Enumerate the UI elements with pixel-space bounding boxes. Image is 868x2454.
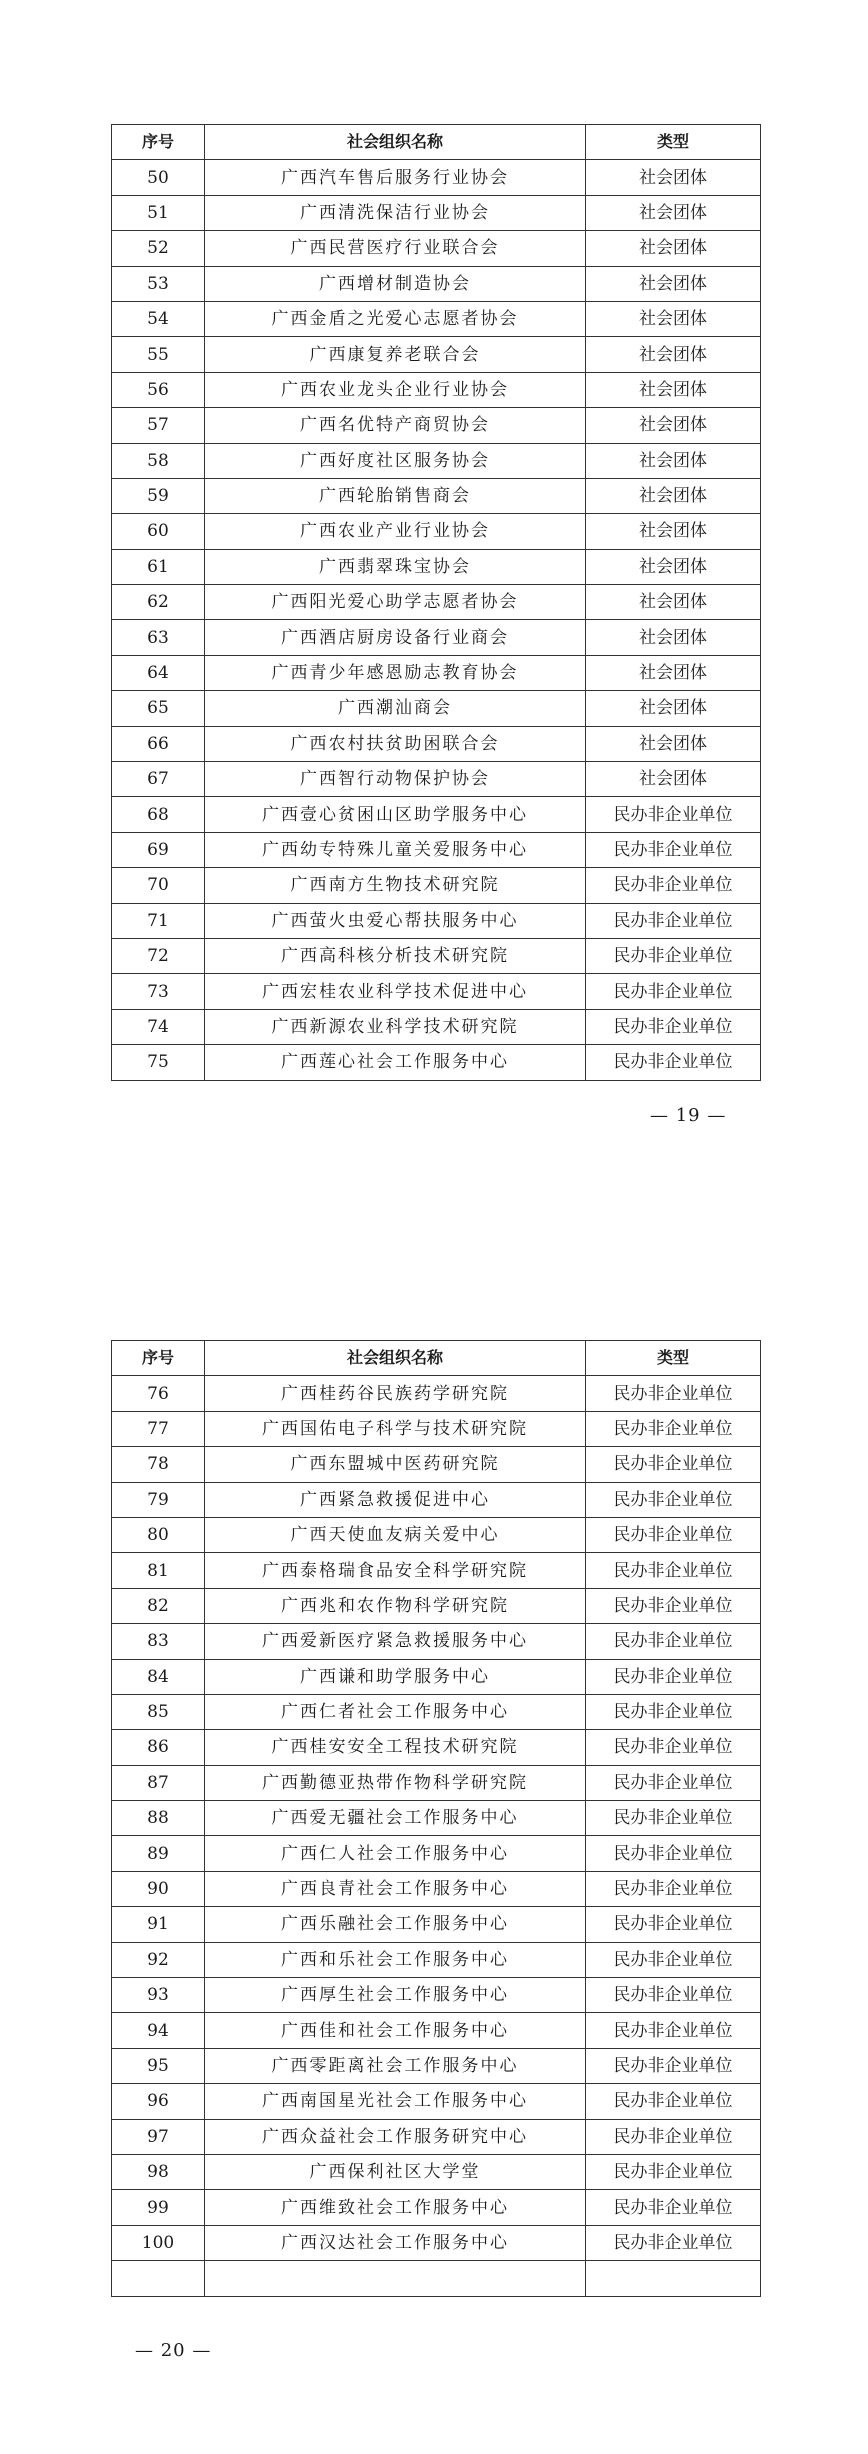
table-header-row (112, 125, 761, 160)
cell-serial-no: 76 (112, 1376, 205, 1411)
cell-org-name: 广西智行动物保护协会 (205, 762, 586, 797)
cell-serial-no: 52 (112, 231, 205, 266)
cell-org-type: 社会团体 (586, 408, 761, 443)
cell-org-type: 民办非企业单位 (586, 1517, 761, 1552)
cell-org-name: 广西青少年感恩励志教育协会 (205, 655, 586, 690)
cell-org-type: 民办非企业单位 (586, 1553, 761, 1588)
cell-org-type: 民办非企业单位 (586, 1765, 761, 1800)
cell-serial-no: 60 (112, 514, 205, 549)
cell-org-name: 广西爱无疆社会工作服务中心 (205, 1801, 586, 1836)
cell-serial-no: 79 (112, 1482, 205, 1517)
cell-org-type: 民办非企业单位 (586, 2190, 761, 2225)
cell-org-type: 民办非企业单位 (586, 2048, 761, 2083)
cell-org-name: 广西众益社会工作服务研究中心 (205, 2119, 586, 2154)
table-row (112, 514, 761, 549)
cell-serial-no: 83 (112, 1624, 205, 1659)
cell-org-type: 社会团体 (586, 549, 761, 584)
cell-org-type: 社会团体 (586, 585, 761, 620)
cell-org-type: 民办非企业单位 (586, 2119, 761, 2154)
cell-org-type: 民办非企业单位 (586, 1588, 761, 1623)
table-row (112, 195, 761, 230)
table-row (112, 797, 761, 832)
cell-org-type: 民办非企业单位 (586, 938, 761, 973)
org-table-page-19 (111, 124, 761, 1081)
table-row (112, 2084, 761, 2119)
cell-org-type: 民办非企业单位 (586, 1659, 761, 1694)
cell-serial-no: 81 (112, 1553, 205, 1588)
table-row (112, 1801, 761, 1836)
cell-org-type: 民办非企业单位 (586, 1009, 761, 1044)
cell-serial-no: 69 (112, 832, 205, 867)
cell-serial-no: 88 (112, 1801, 205, 1836)
cell-org-name: 广西农业产业行业协会 (205, 514, 586, 549)
cell-org-type: 社会团体 (586, 337, 761, 372)
cell-org-name: 广西幼专特殊儿童关爱服务中心 (205, 832, 586, 867)
header-serial-no: 序号 (112, 1341, 205, 1376)
cell-serial-no: 100 (112, 2225, 205, 2260)
cell-serial-no: 64 (112, 655, 205, 690)
table-row (112, 691, 761, 726)
table-row (112, 301, 761, 336)
cell-org-type: 民办非企业单位 (586, 1907, 761, 1942)
cell-serial-no (112, 2261, 205, 2296)
cell-org-name: 广西兆和农作物科学研究院 (205, 1588, 586, 1623)
cell-serial-no: 55 (112, 337, 205, 372)
table-row (112, 1765, 761, 1800)
cell-serial-no: 56 (112, 372, 205, 407)
cell-org-name: 广西阳光爱心助学志愿者协会 (205, 585, 586, 620)
cell-serial-no: 68 (112, 797, 205, 832)
cell-org-name: 广西南国星光社会工作服务中心 (205, 2084, 586, 2119)
cell-org-name: 广西国佑电子科学与技术研究院 (205, 1411, 586, 1446)
cell-org-name: 广西桂药谷民族药学研究院 (205, 1376, 586, 1411)
cell-org-type: 社会团体 (586, 726, 761, 761)
cell-serial-no: 65 (112, 691, 205, 726)
cell-org-type: 社会团体 (586, 443, 761, 478)
header-org-type: 类型 (586, 125, 761, 160)
header-org-name: 社会组织名称 (205, 1341, 586, 1376)
cell-serial-no: 86 (112, 1730, 205, 1765)
cell-serial-no: 90 (112, 1871, 205, 1906)
cell-serial-no: 91 (112, 1907, 205, 1942)
cell-serial-no: 92 (112, 1942, 205, 1977)
table-row (112, 832, 761, 867)
cell-org-type: 社会团体 (586, 762, 761, 797)
cell-org-name: 广西乐融社会工作服务中心 (205, 1907, 586, 1942)
cell-serial-no: 93 (112, 1978, 205, 2013)
cell-org-name: 广西厚生社会工作服务中心 (205, 1978, 586, 2013)
table-row (112, 974, 761, 1009)
table-row (112, 762, 761, 797)
cell-serial-no: 59 (112, 478, 205, 513)
cell-org-type: 民办非企业单位 (586, 2154, 761, 2189)
table-row (112, 372, 761, 407)
table-row (112, 2154, 761, 2189)
cell-org-name: 广西名优特产商贸协会 (205, 408, 586, 443)
cell-serial-no: 51 (112, 195, 205, 230)
table-row (112, 620, 761, 655)
table-row (112, 2048, 761, 2083)
cell-org-type: 社会团体 (586, 691, 761, 726)
table-row (112, 337, 761, 372)
cell-org-name: 广西增材制造协会 (205, 266, 586, 301)
cell-serial-no: 94 (112, 2013, 205, 2048)
table-row (112, 1907, 761, 1942)
cell-serial-no: 67 (112, 762, 205, 797)
cell-org-type: 民办非企业单位 (586, 1730, 761, 1765)
cell-serial-no: 72 (112, 938, 205, 973)
cell-org-name: 广西良青社会工作服务中心 (205, 1871, 586, 1906)
cell-serial-no: 70 (112, 868, 205, 903)
table-row (112, 1376, 761, 1411)
cell-org-type: 民办非企业单位 (586, 1482, 761, 1517)
cell-org-name: 广西轮胎销售商会 (205, 478, 586, 513)
cell-org-name: 广西壹心贫困山区助学服务中心 (205, 797, 586, 832)
cell-serial-no: 50 (112, 160, 205, 195)
cell-org-name: 广西宏桂农业科学技术促进中心 (205, 974, 586, 1009)
cell-org-name: 广西汉达社会工作服务中心 (205, 2225, 586, 2260)
table-row (112, 903, 761, 938)
cell-org-type: 社会团体 (586, 195, 761, 230)
cell-serial-no: 61 (112, 549, 205, 584)
table-row (112, 1694, 761, 1729)
cell-org-name: 广西佳和社会工作服务中心 (205, 2013, 586, 2048)
cell-org-type: 社会团体 (586, 301, 761, 336)
cell-serial-no: 85 (112, 1694, 205, 1729)
cell-org-name: 广西谦和助学服务中心 (205, 1659, 586, 1694)
cell-org-name: 广西莲心社会工作服务中心 (205, 1045, 586, 1080)
table-row (112, 1659, 761, 1694)
table-row (112, 1447, 761, 1482)
cell-serial-no: 63 (112, 620, 205, 655)
cell-org-type: 民办非企业单位 (586, 2084, 761, 2119)
cell-org-type: 社会团体 (586, 372, 761, 407)
cell-serial-no: 75 (112, 1045, 205, 1080)
cell-serial-no: 78 (112, 1447, 205, 1482)
table-row (112, 231, 761, 266)
page-number-19: — 19 — (650, 1105, 727, 1126)
cell-org-name: 广西农业龙头企业行业协会 (205, 372, 586, 407)
cell-org-name: 广西翡翠珠宝协会 (205, 549, 586, 584)
table-row (112, 2261, 761, 2296)
cell-org-type (586, 2261, 761, 2296)
cell-org-type: 社会团体 (586, 514, 761, 549)
cell-org-name: 广西天使血友病关爱中心 (205, 1517, 586, 1552)
cell-serial-no: 89 (112, 1836, 205, 1871)
cell-org-type: 民办非企业单位 (586, 974, 761, 1009)
cell-org-type: 民办非企业单位 (586, 1871, 761, 1906)
header-serial-no: 序号 (112, 125, 205, 160)
cell-org-type: 社会团体 (586, 655, 761, 690)
cell-org-name: 广西萤火虫爱心帮扶服务中心 (205, 903, 586, 938)
cell-org-type: 民办非企业单位 (586, 1694, 761, 1729)
table-row (112, 478, 761, 513)
cell-org-name: 广西好度社区服务协会 (205, 443, 586, 478)
header-org-type: 类型 (586, 1341, 761, 1376)
cell-serial-no: 71 (112, 903, 205, 938)
cell-org-type: 民办非企业单位 (586, 1376, 761, 1411)
cell-org-type: 民办非企业单位 (586, 1624, 761, 1659)
cell-serial-no: 62 (112, 585, 205, 620)
table-row (112, 1009, 761, 1044)
table-row (112, 2119, 761, 2154)
cell-org-name (205, 2261, 586, 2296)
cell-serial-no: 58 (112, 443, 205, 478)
cell-org-type: 社会团体 (586, 478, 761, 513)
cell-serial-no: 97 (112, 2119, 205, 2154)
table-row (112, 1045, 761, 1080)
cell-org-name: 广西新源农业科学技术研究院 (205, 1009, 586, 1044)
cell-org-type: 民办非企业单位 (586, 1447, 761, 1482)
cell-org-type: 民办非企业单位 (586, 832, 761, 867)
cell-serial-no: 53 (112, 266, 205, 301)
table-row (112, 655, 761, 690)
table-row (112, 1553, 761, 1588)
org-table-page-20 (111, 1340, 761, 2297)
cell-serial-no: 74 (112, 1009, 205, 1044)
cell-serial-no: 82 (112, 1588, 205, 1623)
table-row (112, 443, 761, 478)
table-row (112, 1942, 761, 1977)
table-row (112, 585, 761, 620)
cell-org-type: 民办非企业单位 (586, 1411, 761, 1446)
cell-serial-no: 57 (112, 408, 205, 443)
table-row (112, 726, 761, 761)
header-org-name: 社会组织名称 (205, 125, 586, 160)
cell-org-type: 民办非企业单位 (586, 797, 761, 832)
cell-org-type: 社会团体 (586, 160, 761, 195)
table-row (112, 1730, 761, 1765)
cell-org-name: 广西酒店厨房设备行业商会 (205, 620, 586, 655)
cell-org-name: 广西清洗保洁行业协会 (205, 195, 586, 230)
cell-org-name: 广西金盾之光爱心志愿者协会 (205, 301, 586, 336)
cell-org-name: 广西东盟城中医药研究院 (205, 1447, 586, 1482)
cell-org-type: 民办非企业单位 (586, 868, 761, 903)
table-row (112, 549, 761, 584)
table-row (112, 408, 761, 443)
table-row (112, 1411, 761, 1446)
cell-org-name: 广西南方生物技术研究院 (205, 868, 586, 903)
table-row (112, 2013, 761, 2048)
table-row (112, 1588, 761, 1623)
cell-org-name: 广西维致社会工作服务中心 (205, 2190, 586, 2225)
table-row (112, 938, 761, 973)
table-row (112, 1978, 761, 2013)
cell-org-type: 社会团体 (586, 620, 761, 655)
cell-org-type: 民办非企业单位 (586, 1801, 761, 1836)
table-row (112, 1871, 761, 1906)
cell-org-type: 民办非企业单位 (586, 1942, 761, 1977)
cell-serial-no: 96 (112, 2084, 205, 2119)
cell-org-type: 民办非企业单位 (586, 1045, 761, 1080)
table-header-row (112, 1341, 761, 1376)
table-row (112, 266, 761, 301)
cell-org-type: 民办非企业单位 (586, 1978, 761, 2013)
cell-org-name: 广西和乐社会工作服务中心 (205, 1942, 586, 1977)
cell-serial-no: 84 (112, 1659, 205, 1694)
cell-serial-no: 95 (112, 2048, 205, 2083)
cell-org-name: 广西仁者社会工作服务中心 (205, 1694, 586, 1729)
cell-org-name: 广西民营医疗行业联合会 (205, 231, 586, 266)
cell-org-name: 广西农村扶贫助困联合会 (205, 726, 586, 761)
table-row (112, 1482, 761, 1517)
table-row (112, 1517, 761, 1552)
table-row (112, 1836, 761, 1871)
cell-serial-no: 54 (112, 301, 205, 336)
cell-org-type: 民办非企业单位 (586, 903, 761, 938)
cell-serial-no: 77 (112, 1411, 205, 1446)
cell-org-name: 广西保利社区大学堂 (205, 2154, 586, 2189)
cell-org-name: 广西零距离社会工作服务中心 (205, 2048, 586, 2083)
cell-org-name: 广西紧急救援促进中心 (205, 1482, 586, 1517)
table-row (112, 868, 761, 903)
cell-org-type: 民办非企业单位 (586, 1836, 761, 1871)
cell-org-name: 广西康复养老联合会 (205, 337, 586, 372)
cell-org-name: 广西潮汕商会 (205, 691, 586, 726)
cell-org-type: 社会团体 (586, 231, 761, 266)
cell-org-type: 社会团体 (586, 266, 761, 301)
cell-serial-no: 80 (112, 1517, 205, 1552)
cell-org-name: 广西仁人社会工作服务中心 (205, 1836, 586, 1871)
cell-org-name: 广西泰格瑞食品安全科学研究院 (205, 1553, 586, 1588)
cell-serial-no: 99 (112, 2190, 205, 2225)
cell-org-type: 民办非企业单位 (586, 2225, 761, 2260)
cell-org-name: 广西桂安安全工程技术研究院 (205, 1730, 586, 1765)
cell-serial-no: 66 (112, 726, 205, 761)
table-row (112, 2190, 761, 2225)
cell-org-name: 广西勤德亚热带作物科学研究院 (205, 1765, 586, 1800)
table-row (112, 160, 761, 195)
cell-org-name: 广西爱新医疗紧急救援服务中心 (205, 1624, 586, 1659)
cell-org-name: 广西汽车售后服务行业协会 (205, 160, 586, 195)
cell-org-name: 广西高科核分析技术研究院 (205, 938, 586, 973)
cell-serial-no: 73 (112, 974, 205, 1009)
cell-serial-no: 87 (112, 1765, 205, 1800)
cell-serial-no: 98 (112, 2154, 205, 2189)
cell-org-type: 民办非企业单位 (586, 2013, 761, 2048)
table-row (112, 2225, 761, 2260)
page-number-20: — 20 — (135, 2340, 212, 2361)
table-row (112, 1624, 761, 1659)
